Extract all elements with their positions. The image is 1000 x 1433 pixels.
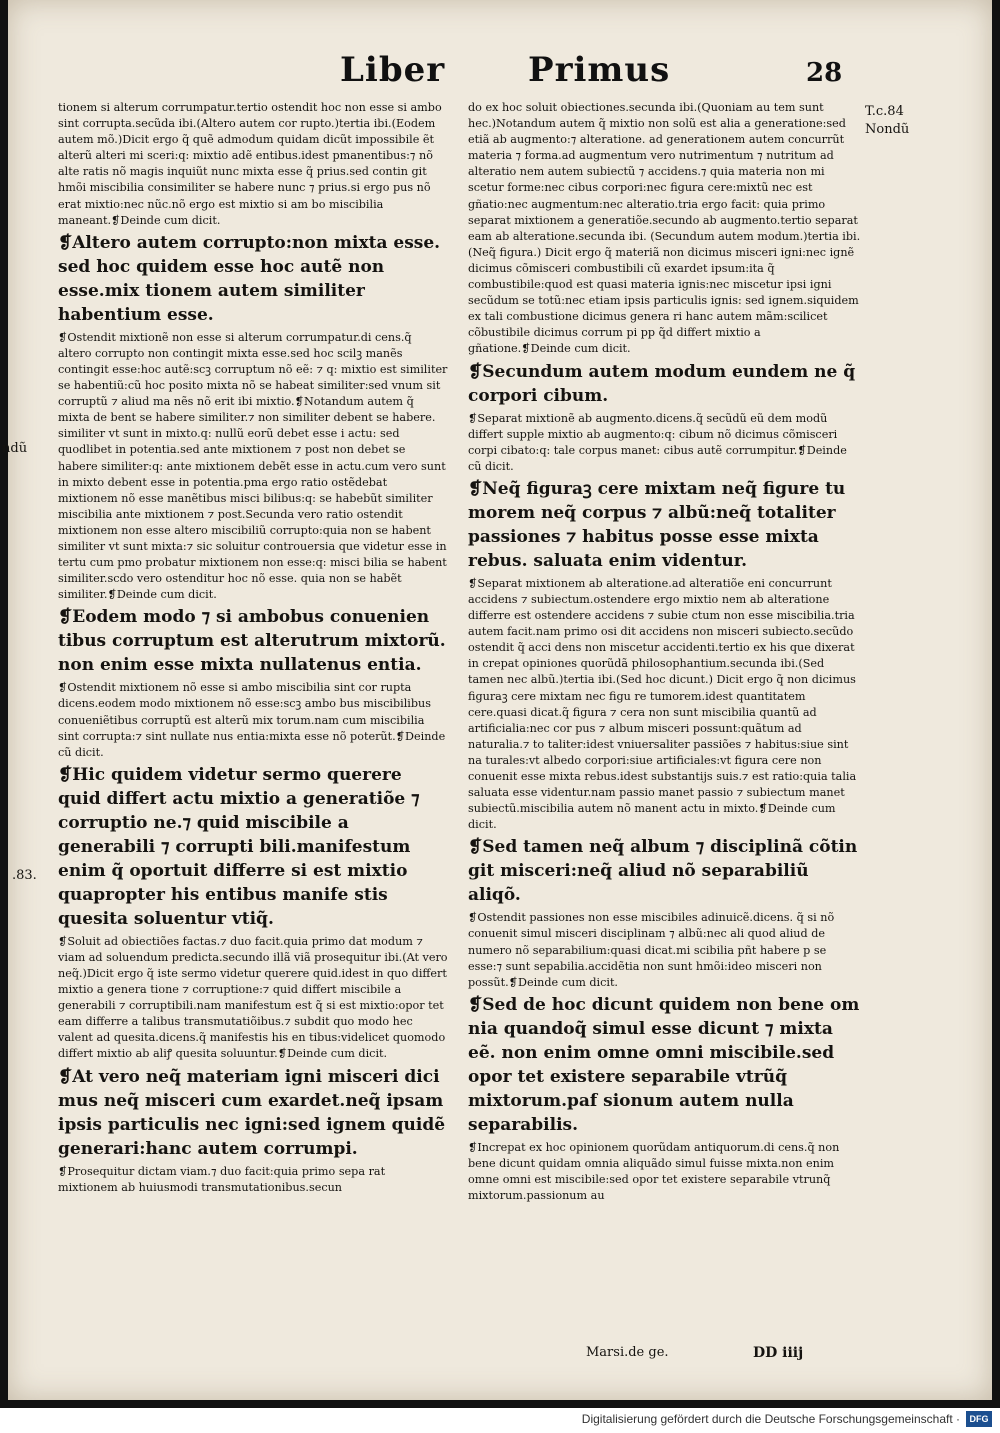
- lemma-text: ❡Hic quidem videtur sermo querere quid differt actu mixtio a generatiõe ⁊ corruptio ne.⁊ quid miscibile a generabili ⁊ corrupti bili.manifestum enim q̃ oportuit differre si est mixtio quapropter his entibus manife stis quesita soluentur vtiq̃.: [58, 764, 420, 929]
- digitization-footer: [0, 1408, 1000, 1433]
- margin-note-83: .83.: [12, 868, 37, 883]
- running-head-liber: Liber: [340, 50, 446, 90]
- lemma-text: ❡Altero autem corrupto:non mixta esse. sed hoc quidem esse hoc autẽ non esse.mix tionem autem similiter habentium esse.: [58, 232, 441, 325]
- lemma-text: ❡Neq̃ figuraꝫ cere mixtam neq̃ figure tu morem neq̃ corpus ⁊ albũ:neq̃ totaliter passiones ⁊ habitus posse esse mixta rebus. saluata enim videntur.: [468, 478, 846, 571]
- commentary-paragraph: ❡Prosequitur dictam viam.⁊ duo facit:quia primo sepa rat mixtionem ab huiusmodi transmutationibus.secun: [58, 1164, 386, 1194]
- lemma-text: ❡At vero neq̃ materiam igni misceri dici mus neq̃ misceri cum exardet.neq̃ ipsam ipsis particulis nec igni:sed ignem quidẽ generari:hanc autem corrumpi.: [58, 1066, 446, 1159]
- commentary-paragraph: tionem si alterum corrumpatur.tertio ostendit hoc non esse si ambo sint corrupta.secũda ibi.(Altero autem cor rupto.)tertia ibi.(Eodem autem mõ.)Dicit ergo q̃ quẽ admodum quidam dicũt impossibile ẽt alterũ alteri mi sceri:q: mixtio adẽ entibus.idest pmanentibus:⁊ nõ alte ratis nõ magis inquiũt nunc mixta esse q̃ prius.sed contin git hmõi miscibilia consimiliter se habere nunc ⁊ prius.si ergo pus nõ erat mixtio:nec nũc.nõ ergo est mixtio si am bo miscibilia maneant.❡Deinde cum dicit.: [58, 101, 442, 227]
- signature-mark: DD iiij: [753, 1345, 804, 1361]
- lemma-text: ❡Eodem modo ⁊ si ambobus conuenien tibus corruptum est alterutrum mixtorũ. non enim esse mixta nullatenus entia.: [58, 607, 446, 676]
- folio-number: 28: [806, 58, 843, 88]
- commentary-paragraph: do ex hoc soluit obiectiones.secunda ibi.(Quoniam au tem sunt hec.)Notandum autem q̃ mixtio non solũ est alia a generatione:sed etiã ab augmento:⁊ alteratione. ad generationem autem concurrũt materia ⁊ forma.ad augmentum vero nutrimentum ⁊ nutritum ad alteratio nem autem subiectũ ⁊ accidens.⁊ quia materia non mi scetur forme:nec cibus corpori:nec figura cere:mixtũ nec est gñatio:nec augmentum:nec alteratio.tria ergo facit: quia primo separat mixtionem a generatiõe.secundo ab augmento.tertio separat eam ab alteratione.secunda ibi. (Secundum autem modum.)tertia ibi.(Neq̃ figura.) Dicit ergo q̃ materiã non dicimus misceri igni:nec ignẽ dicimus cõmisceri combustibili cũ exardet ipsum:ita q̃ combustibile:quod est quasi materia ignis:nec miscetur ipsi igni secũdum se totũ:nec etiam ipsis particulis ignis: sed ignem.siquidem ex tali combustione dicimus genera ri hanc autem mãm:scilicet cõbustibile dicimus corrum pi pp q̃d differt mixtio a gñatione.❡Deinde cum dicit.: [468, 101, 861, 356]
- lemma-text: ❡Secundum autem modum eundem ne q̃ corpori cibum.: [468, 361, 856, 406]
- commentary-paragraph: ❡Separat mixtionem ab alteratione.ad alteratiõe eni concurrunt accidens ⁊ subiectum.ostendere ergo mixtio nem ab alteratione differre est ostendere accidens ⁊ subie ctum non esse miscibilia.tria autem facit.nam primo osi dit accidens non misceri subiecto.secũdo ostendit q̃ acci dens non miscetur accidenti.tertio ex his que dixerat in crepat opiniones quorũdã philosophantium.secunda ibi.(Sed tamen nec albũ.)tertia ibi.(Sed hoc dicunt.) Dicit ergo q̃ non dicimus figuraꝫ cere mixtam nec figu re tumorem.idest quantitatem cere.quasi dicat.q̃ figura ⁊ cera non sunt miscibilia quantũ ad artificialia:nec cor pus ⁊ album misceri possunt:quãtum ad naturalia.⁊ to taliter:idest vniuersaliter passiões ⁊ habitus:siue sint na turales:vt albedo corpori:siue artificiales:vt figura cere non conuenit esse mixta rebus.idest substantijs suis.⁊ est ratio:quia talia saluata esse videntur.nam passio manet passio ⁊ subiectum manet subiectũ.miscibilia autem nõ manent actu in mixto.❡Deinde cum dicit.: [468, 576, 857, 832]
- left-text-column: [58, 100, 448, 1198]
- commentary-paragraph: ❡Soluit ad obiectiões factas.⁊ duo facit.quia primo dat modum ⁊ viam ad soluendum predicta.secundo illã viã prosequitur ibi.(At vero neq̃.)Dicit ergo q̃ iste sermo videtur querere quid.idest in quo differt mixtio a genera tione ⁊ corruptione:⁊ quid differt miscibile a generabili ⁊ corruptibili.nam manifestum est q̃ si est mixtio:opor tet eam differre a talibus transmutatiõibus.⁊ subdit quo modo hec valent ad quesita.dicens.q̃ manifestis his en tibus:videlicet quomodo differt mixtio ab aliꝭ quesita soluuntur.❡Deinde cum dicit.: [58, 934, 448, 1061]
- catchword: Marsi.de ge.: [586, 1345, 669, 1360]
- commentary-paragraph: ❡Increpat ex hoc opinionem quorũdam antiquorum.di cens.q̃ non bene dicunt quidam omnia aliquãdo simul fuisse mixta.non enim omne omni est miscibile:sed opor tet existere separabile vtrunq̃ mixtorum.passionum au: [468, 1140, 840, 1203]
- book-page: [2, 0, 992, 1400]
- right-text-column: [468, 100, 863, 1206]
- commentary-paragraph: ❡Separat mixtionẽ ab augmento.dicens.q̃ secũdũ eũ dem modũ differt supple mixtio ab augmento:q: cibum nõ dicimus cõmisceri corpi cibato:q: tale corpus manet: cibus autẽ corrumpitur.❡Deinde cũ dicit.: [468, 411, 847, 473]
- dfg-logo-icon[interactable]: DFG: [966, 1411, 992, 1427]
- footer-credit: Digitalisierung gefördert durch die Deutsche Forschungsgemeinschaft ·: [581, 1412, 960, 1426]
- margin-note-text-reference: T.c.84: [865, 104, 904, 119]
- lemma-text: ❡Sed de hoc dicunt quidem non bene om nia quandoq̃ simul esse dicunt ⁊ mixta eẽ. non enim omne omni miscibile.sed opor tet existere separabile vtrũq̃ mixtorum.paf sionum autem nulla separabilis.: [468, 994, 860, 1135]
- commentary-paragraph: ❡Ostendit mixtionẽ non esse si alterum corrumpatur.di cens.q̃ altero corrupto non contingit mixta esse.sed hoc scilꝫ manẽs contingit esse:hoc autẽ:scꝫ corruptum nõ eẽ: ⁊ q: mixtio est similiter se habentiũ:cũ hoc posito mixta nõ se habeat similiter:sed vnum sit corruptũ ⁊ aliud ma nẽs nõ erit ibi mixtio.❡Notandum autem q̃ mixta de bent se habere similiter.⁊ non similiter debent se habere. similiter vt sunt in mixto.q: nullũ eorũ debet esse i actu: sed quodlibet in potentia.sed ante mixtionem ⁊ post non debet se habere similiter:q: ante mixtionem debẽt esse in actu.cum vero sunt in mixto debent esse in potentia.pma ergo ratio ostẽdebat mixtionem nõ esse manẽtibus misci bilibus:q: se habebũt similiter miscibilia ante mixtionem ⁊ post.Secunda vero ratio ostendit mixtionem non esse altero miscibiliũ corrupto:quia non se habent similiter vt sunt mixta:⁊ sic soluitur controuersia que videtur esse in tertu cum pmo probatur mixtionem non esse:q: misci bilia se habent similiter.scdo vero ostenditur hoc nõ esse. quia non se habẽt similiter.❡Deinde cum dicit.: [58, 330, 448, 602]
- margin-note-ndu: ndũ: [2, 441, 28, 456]
- running-head-primus: Primus: [528, 50, 671, 90]
- lemma-text: ❡Sed tamen neq̃ album ⁊ disciplinã cõtin git misceri:neq̃ aliud nõ separabiliũ aliqõ.: [468, 837, 858, 906]
- margin-note-nondu: Nondũ: [865, 122, 910, 137]
- commentary-paragraph: ❡Ostendit passiones non esse miscibiles adinuicẽ.dicens. q̃ si nõ conuenit simul misceri disciplinam ⁊ albũ:nec ali quod aliud de numero nõ separabilium:quasi dicat.mi scibilia pñt habere p se esse:⁊ sunt sepabilia.accidẽtia non sunt hmõi:ideo misceri non possũt.❡Deinde cum dicit.: [468, 911, 835, 989]
- commentary-paragraph: ❡Ostendit mixtionem nõ esse si ambo miscibilia sint cor rupta dicens.eodem modo mixtionem nõ esse:scꝫ ambo bus miscibilibus conueniẽtibus corruptũ est alterũ mix torum.nam cum miscibilia sint corrupta:⁊ sint nullate nus entia:mixta esse nõ poterũt.❡Deinde cũ dicit.: [58, 681, 446, 759]
